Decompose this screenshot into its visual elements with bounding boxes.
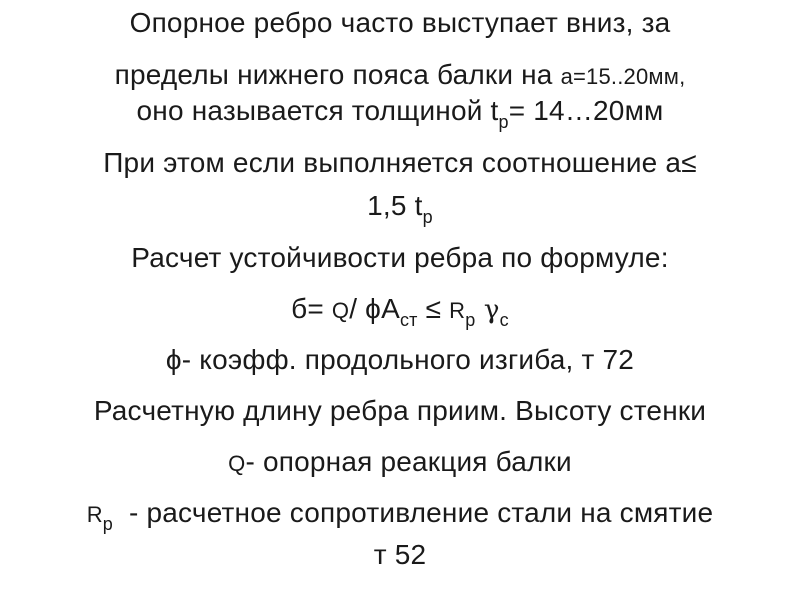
formula-r-subscript: p — [465, 310, 476, 330]
paragraph-6-line-1 — [0, 445, 800, 481]
paragraph-1-line-1 — [0, 6, 800, 40]
formula — [0, 292, 800, 329]
subscript: p — [498, 112, 509, 132]
paragraph-5-line-1 — [0, 394, 800, 428]
formula-r: R — [449, 298, 466, 323]
paragraph-4-line-1 — [0, 343, 800, 377]
formula-gamma-subscript: c — [499, 310, 509, 330]
q-symbol: Q — [228, 451, 246, 476]
formula-a: А — [381, 293, 400, 324]
text: т 52 — [373, 539, 427, 570]
paragraph-1-line-2 — [0, 58, 800, 94]
paragraph-7-line-2 — [0, 538, 800, 572]
r-symbol: R — [86, 502, 103, 527]
text: Расчетную длину ребра приим. Высоту стенки — [93, 395, 707, 426]
text: оно называется толщиной t — [136, 95, 499, 126]
text: - расчетное сопротивление стали на смятие — [113, 497, 714, 528]
formula-a-subscript: ст — [399, 310, 418, 330]
text: - опорная реакция балки — [245, 446, 572, 477]
paragraph-2-line-1 — [0, 146, 800, 180]
subscript: p — [422, 207, 433, 227]
paragraph-7-line-1 — [0, 496, 800, 533]
formula-div: / — [349, 293, 366, 324]
text: 1,5 t — [367, 190, 423, 221]
subscript: p — [102, 514, 114, 534]
dimension-text: а=15..20мм, — [560, 64, 686, 89]
formula-eq: = — [307, 293, 332, 324]
formula-sigma: б — [291, 293, 308, 324]
paragraph-2-line-2 — [0, 189, 800, 226]
text: ϕ- коэфф. продольного изгиба, т 72 — [165, 344, 635, 375]
text: Расчет устойчивости ребра по формуле: — [131, 242, 669, 273]
formula-le: ≤ — [417, 293, 450, 324]
paragraph-1-line-3 — [0, 94, 800, 131]
formula-phi: ϕ — [365, 293, 382, 324]
paragraph-3-line-1 — [0, 241, 800, 275]
text: = 14…20мм — [508, 95, 664, 126]
text: пределы нижнего пояса балки на — [114, 59, 561, 90]
formula-q: Q — [331, 298, 350, 323]
formula-gamma: γ — [475, 295, 500, 325]
text: Опорное ребро часто выступает вниз, за — [129, 7, 671, 38]
text: При этом если выполняется соотношение а≤ — [103, 147, 697, 178]
